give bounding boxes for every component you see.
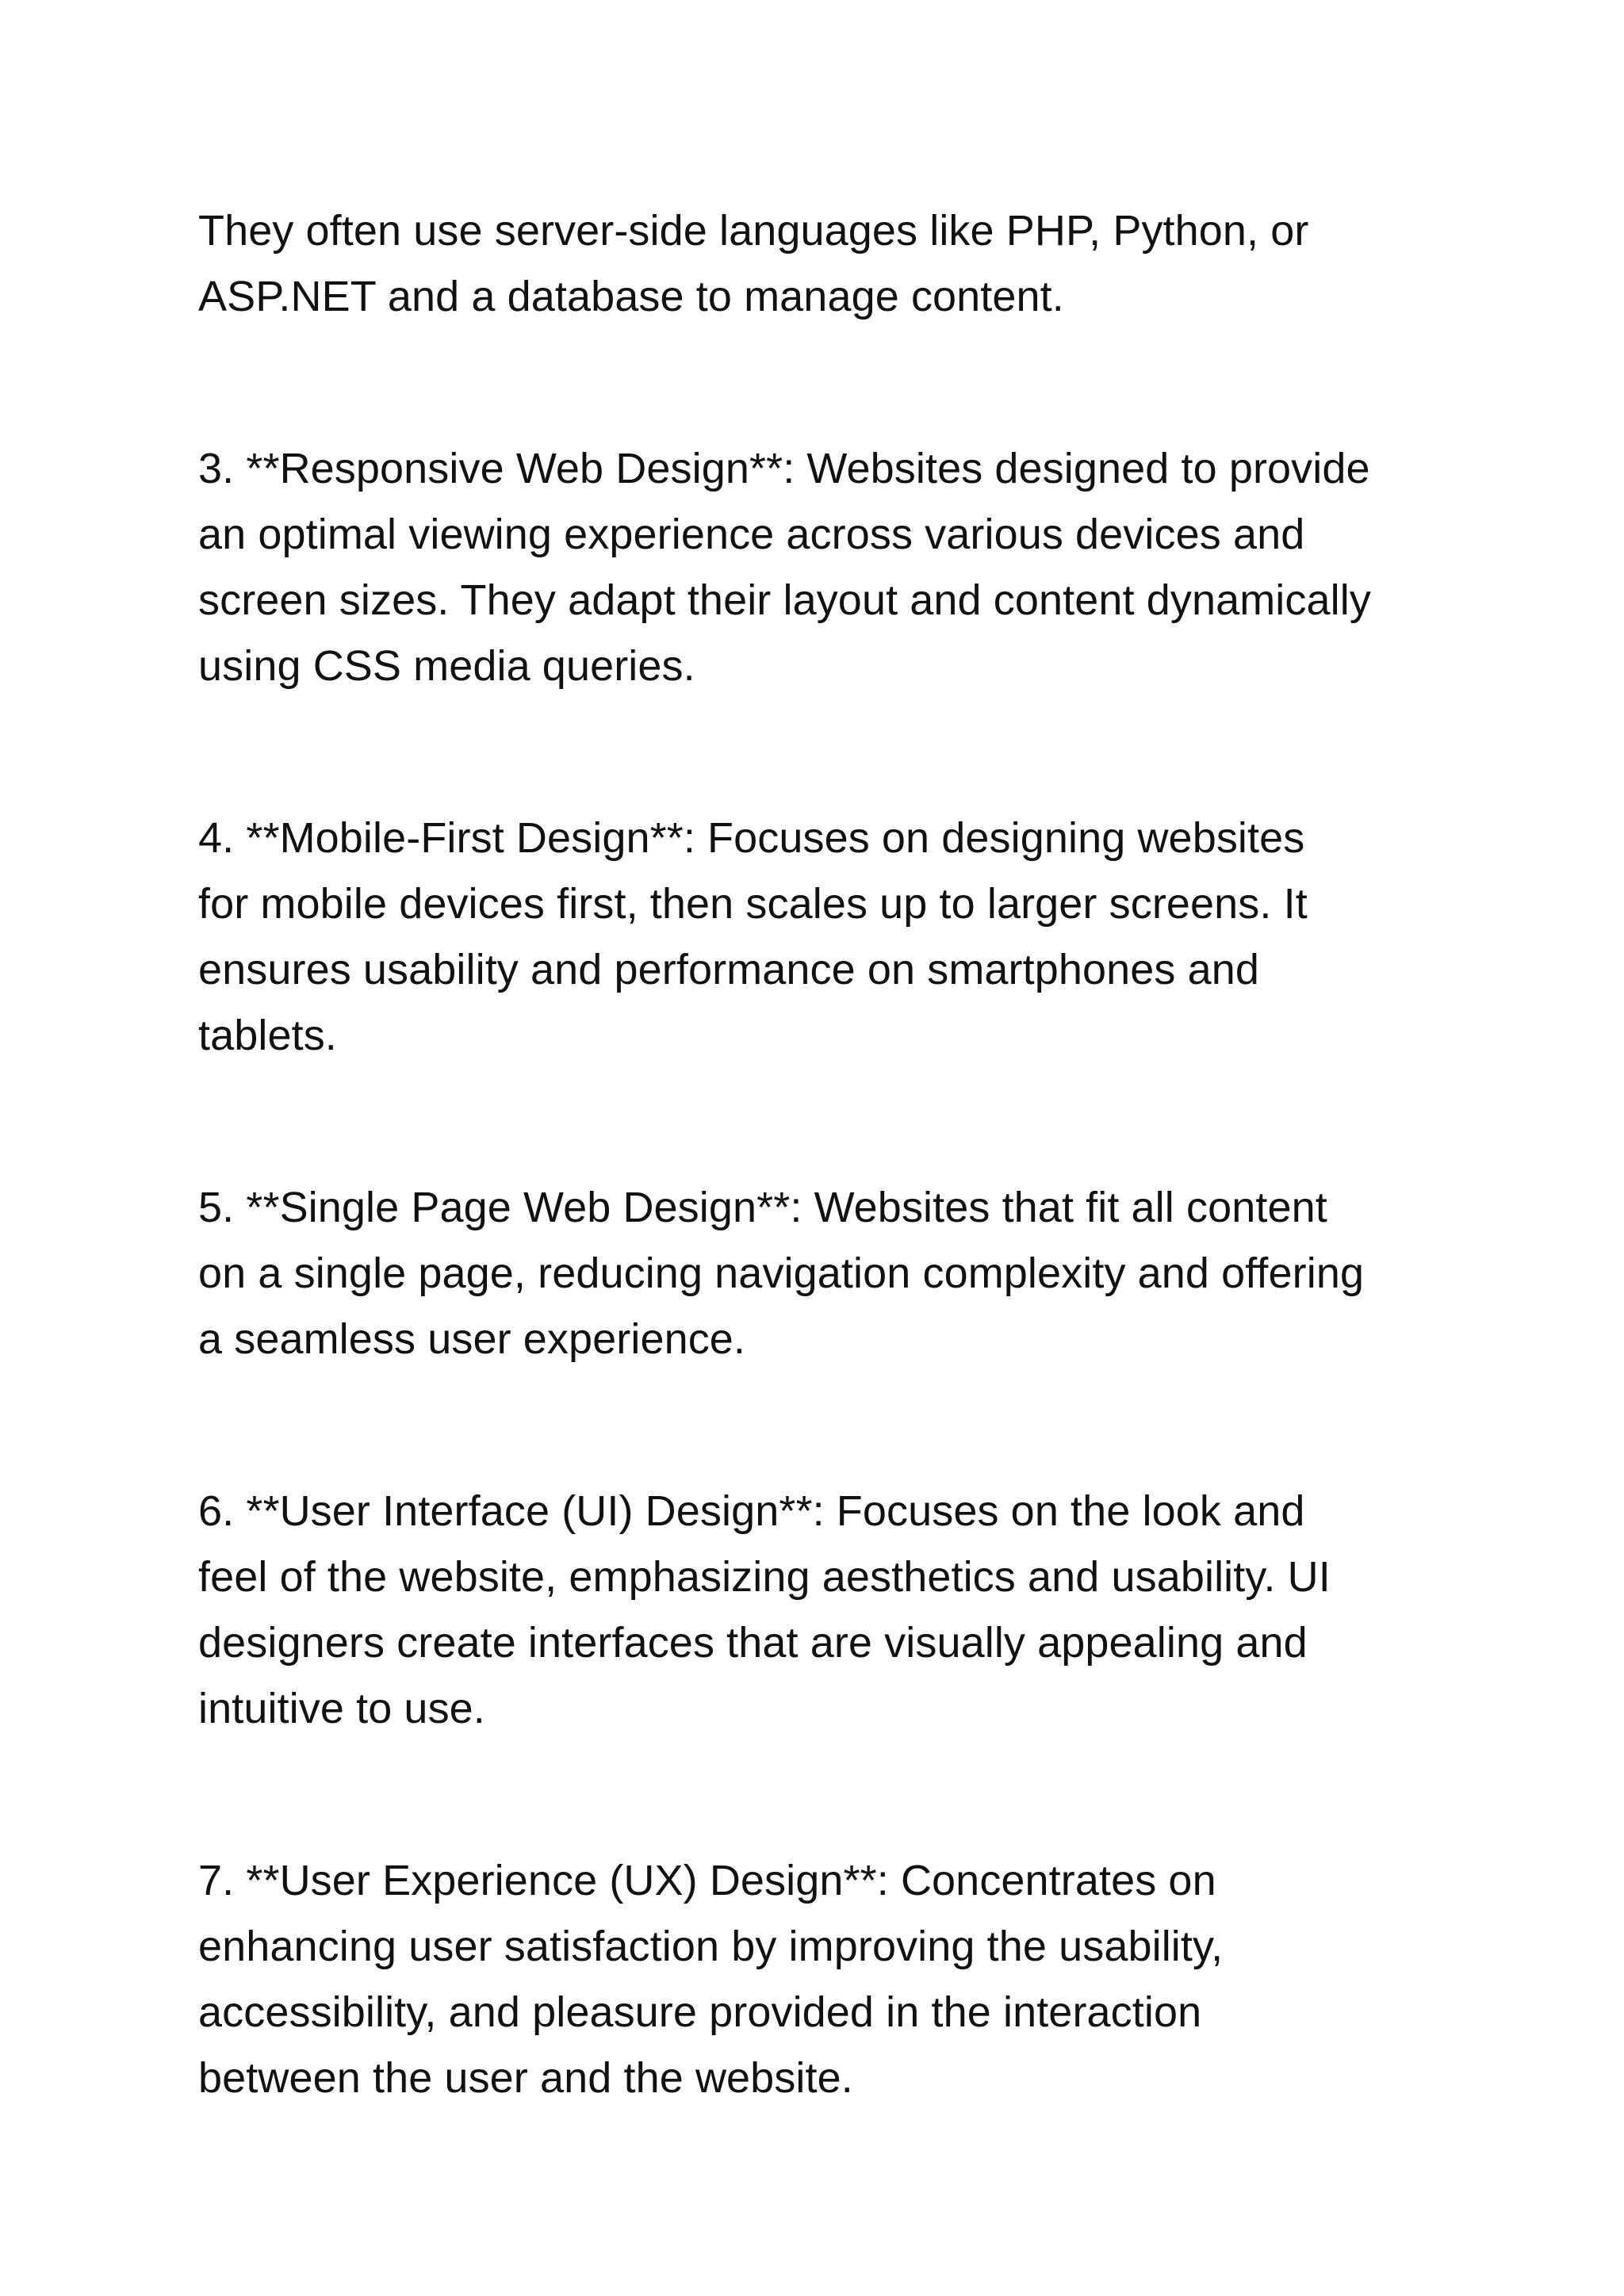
paragraph-responsive-web-design: 3. **Responsive Web Design**: Websites designed to provide an optimal viewing experience across various devices and screen sizes. They adapt their layout and content dynamically using CSS media queries. <box>198 445 1371 690</box>
document-body <box>198 198 1451 2111</box>
paragraph-ux-design: 7. **User Experience (UX) Design**: Concentrates on enhancing user satisfaction by improving the usability, accessibility, and pleasure provided in the interaction between the user and the website. <box>198 1857 1224 2102</box>
paragraph-mobile-first-design: 4. **Mobile-First Design**: Focuses on designing websites for mobile devices first, then scales up to larger screens. It ensures usability and performance on smartphones and tablets. <box>198 814 1308 1059</box>
paragraph-ui-design: 6. **User Interface (UI) Design**: Focuses on the look and feel of the website, emphasizing aesthetics and usability. UI designers create interfaces that are visually appealing and intuitive to use. <box>198 1487 1331 1732</box>
paragraph-single-page-web-design: 5. **Single Page Web Design**: Websites that fit all content on a single page, reducing navigation complexity and offering a seamless user experience. <box>198 1184 1365 1363</box>
paragraph-dynamic-sites-continued: They often use server-side languages like PHP, Python, or ASP.NET and a database to manage content. <box>198 207 1309 320</box>
